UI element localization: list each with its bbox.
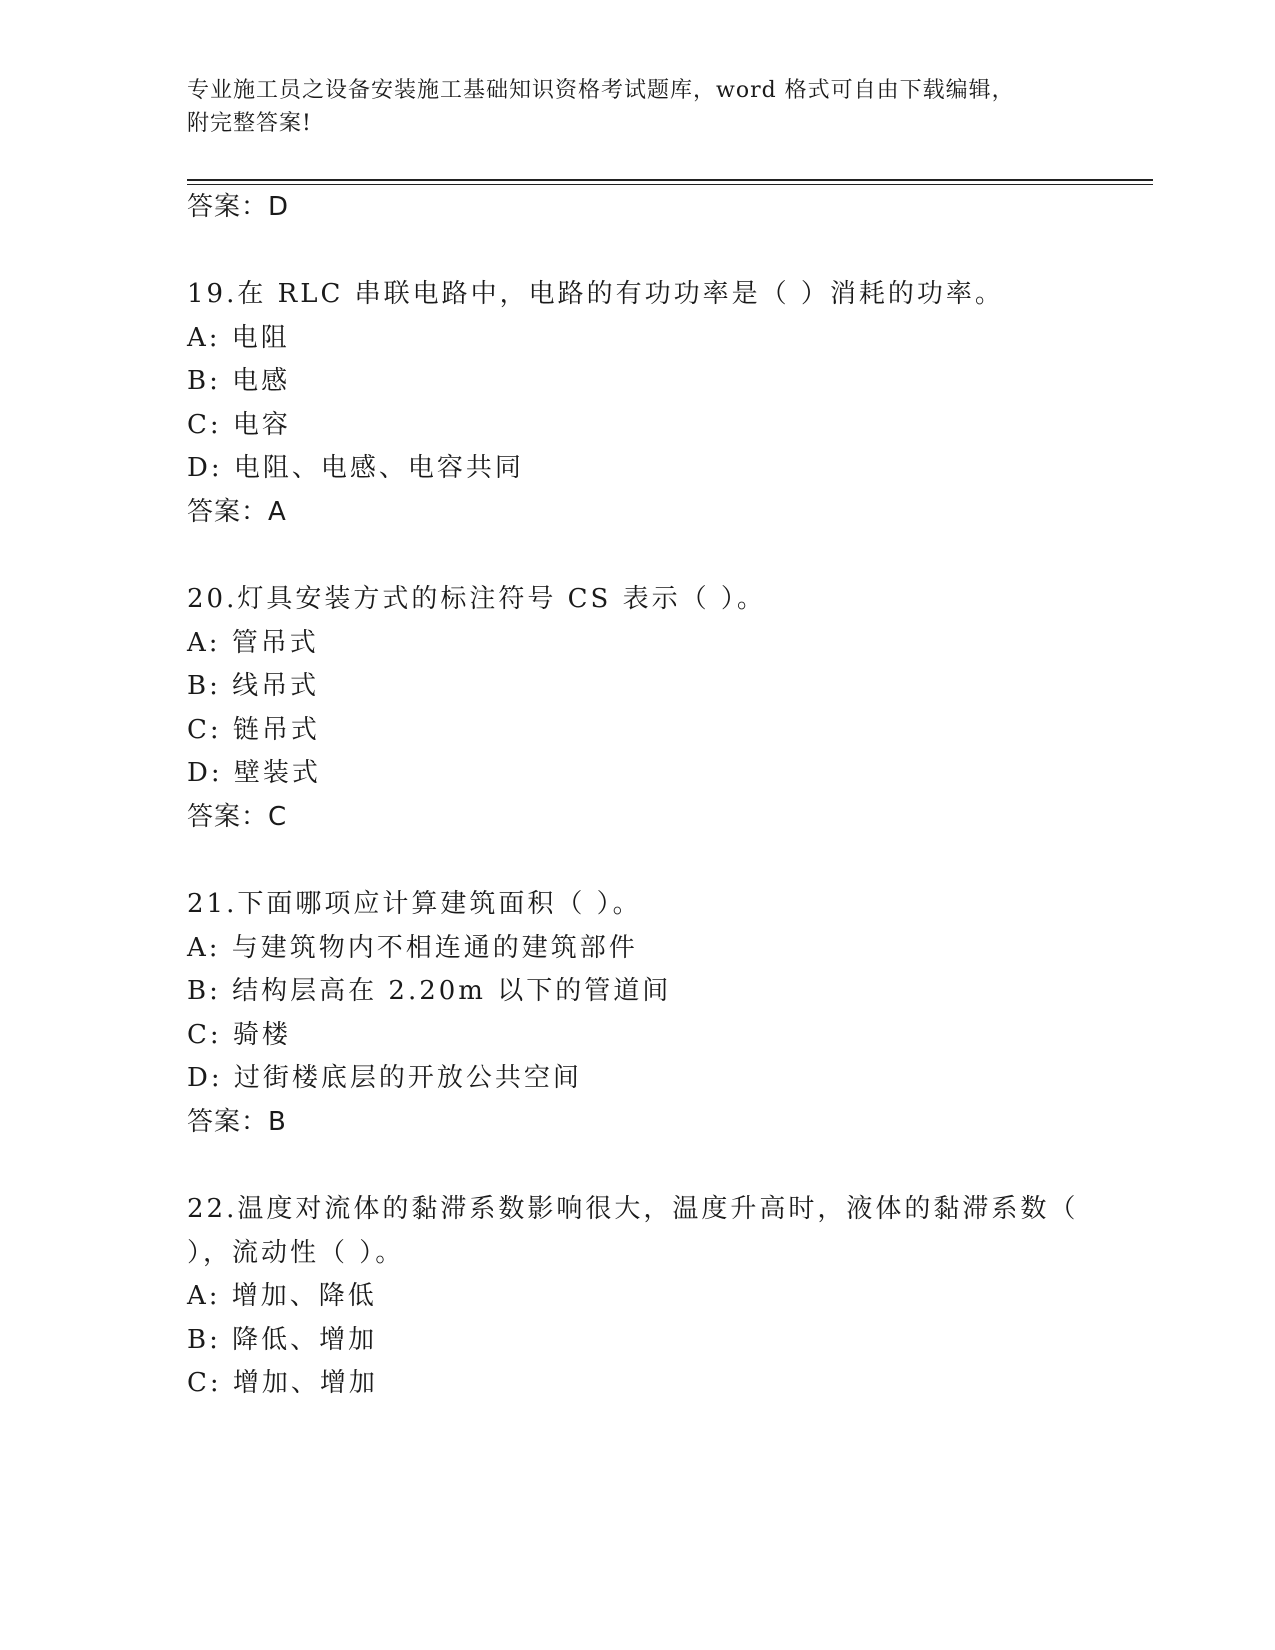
option-a: A: 与建筑物内不相连通的建筑部件 [187,933,638,963]
answer-line: 答案：B [187,1107,287,1137]
option-a: A: 增加、降低 [187,1281,377,1311]
question-stem-continued: ），流动性（ ）。 [187,1238,405,1268]
header-divider-thick [187,179,1153,181]
option-d: D: 过街楼底层的开放公共空间 [187,1063,582,1093]
answer-line: 答案：C [187,802,288,832]
document-header [187,74,1087,140]
option-b: B: 结构层高在 2.20m 以下的管道间 [187,976,672,1006]
header-line-2: 附完整答案! [187,111,312,136]
option-b: B: 降低、增加 [187,1325,378,1355]
option-d: D: 电阻、电感、电容共同 [187,453,524,483]
question-stem: 19.在 RLC 串联电路中，电路的有功功率是（ ）消耗的功率。 [187,279,1004,309]
header-divider-thin [187,184,1153,185]
question-stem: 22.温度对流体的黏滞系数影响很大，温度升高时，液体的黏滞系数（ [187,1194,1079,1224]
option-b: B: 电感 [187,366,291,396]
question-stem: 20.灯具安装方式的标注符号 CS 表示（ ）。 [187,584,766,614]
question-stem: 21.下面哪项应计算建筑面积（ ）。 [187,889,642,919]
option-a: A: 管吊式 [187,628,319,658]
option-c: C: 电容 [187,410,291,440]
option-c: C: 链吊式 [187,715,320,745]
header-line-1: 专业施工员之设备安装施工基础知识资格考试题库，word 格式可自由下载编辑， [187,78,1015,103]
answer-line: 答案：D [187,192,290,222]
option-a: A: 电阻 [187,323,290,353]
option-c: C: 增加、增加 [187,1368,378,1398]
option-b: B: 线吊式 [187,671,320,701]
answer-line: 答案：A [187,497,287,527]
option-c: C: 骑楼 [187,1020,291,1050]
option-d: D: 壁装式 [187,758,321,788]
